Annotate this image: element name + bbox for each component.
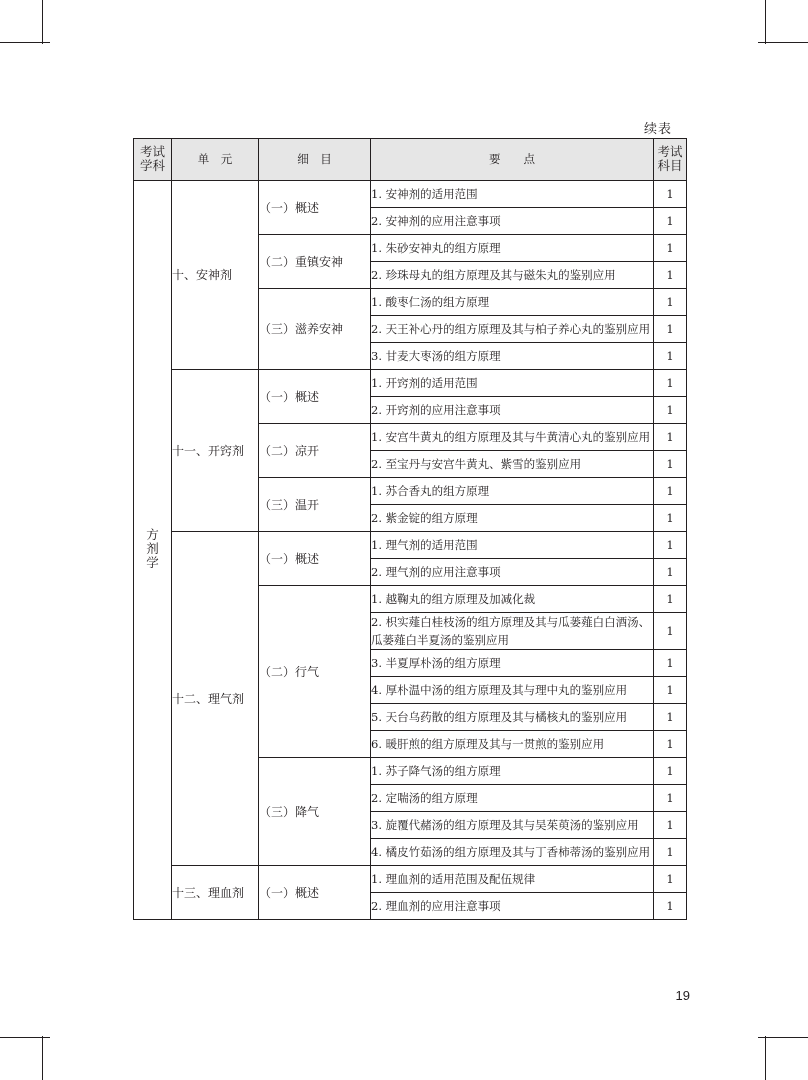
subject-code-cell: 1 (654, 235, 687, 262)
crop-mark-bl-h (0, 1037, 50, 1038)
subject-code-cell: 1 (654, 559, 687, 586)
subject-code-cell: 1 (654, 505, 687, 532)
subject-code-cell: 1 (654, 893, 687, 920)
subject-code-cell: 1 (654, 181, 687, 208)
subject-code-cell: 1 (654, 650, 687, 677)
point-cell: 3. 甘麦大枣汤的组方原理 (371, 343, 654, 370)
point-cell: 4. 厚朴温中汤的组方原理及其与理中丸的鉴别应用 (371, 677, 654, 704)
unit-cell: 十三、理血剂 (172, 866, 259, 920)
point-cell: 3. 旋覆代赭汤的组方原理及其与吴茱萸汤的鉴别应用 (371, 812, 654, 839)
detail-cell: （一）概述 (259, 532, 371, 586)
subject-code-cell: 1 (654, 677, 687, 704)
point-cell: 4. 橘皮竹茹汤的组方原理及其与丁香柿蒂汤的鉴别应用 (371, 839, 654, 866)
point-cell: 1. 越鞠丸的组方原理及加减化裁 (371, 586, 654, 613)
point-cell: 1. 安神剂的适用范围 (371, 181, 654, 208)
unit-cell: 十二、理气剂 (172, 532, 259, 866)
header-detail: 细 目 (259, 139, 371, 181)
point-cell: 1. 酸枣仁汤的组方原理 (371, 289, 654, 316)
point-cell: 2. 珍珠母丸的组方原理及其与磁朱丸的鉴别应用 (371, 262, 654, 289)
subject-cell: 方剂学 (134, 181, 172, 920)
subject-code-cell: 1 (654, 208, 687, 235)
table-row (134, 370, 687, 397)
subject-code-cell: 1 (654, 316, 687, 343)
point-cell: 6. 暖肝煎的组方原理及其与一贯煎的鉴别应用 (371, 731, 654, 758)
subject-code-cell: 1 (654, 289, 687, 316)
point-cell: 1. 苏合香丸的组方原理 (371, 478, 654, 505)
detail-cell: （三）温开 (259, 478, 371, 532)
detail-cell: （三）降气 (259, 758, 371, 866)
point-cell: 2. 安神剂的应用注意事项 (371, 208, 654, 235)
subject-code-cell: 1 (654, 731, 687, 758)
crop-mark-br-h (758, 1037, 808, 1038)
point-cell: 1. 苏子降气汤的组方原理 (371, 758, 654, 785)
point-cell: 5. 天台乌药散的组方原理及其与橘核丸的鉴别应用 (371, 704, 654, 731)
unit-cell: 十一、开窍剂 (172, 370, 259, 532)
point-cell: 1. 朱砂安神丸的组方原理 (371, 235, 654, 262)
subject-code-cell: 1 (654, 866, 687, 893)
header-subjects: 考试科目 (654, 139, 687, 181)
subject-code-cell: 1 (654, 262, 687, 289)
syllabus-table (133, 138, 687, 920)
subject-code-cell: 1 (654, 586, 687, 613)
point-cell: 2. 紫金锭的组方原理 (371, 505, 654, 532)
point-cell: 1. 安宫牛黄丸的组方原理及其与牛黄清心丸的鉴别应用 (371, 424, 654, 451)
header-unit: 单 元 (172, 139, 259, 181)
detail-cell: （二）凉开 (259, 424, 371, 478)
crop-mark-br-v (765, 1036, 766, 1080)
subject-code-cell: 1 (654, 785, 687, 812)
crop-mark-tr-v (765, 0, 766, 44)
continued-label: 续表 (643, 122, 672, 137)
table-row (134, 866, 687, 893)
point-cell: 1. 理气剂的适用范围 (371, 532, 654, 559)
detail-cell: （二）行气 (259, 586, 371, 758)
crop-mark-tr-h (758, 42, 808, 43)
subject-code-cell: 1 (654, 758, 687, 785)
point-cell: 2. 至宝丹与安宫牛黄丸、紫雪的鉴别应用 (371, 451, 654, 478)
subject-code-cell: 1 (654, 532, 687, 559)
point-cell: 1. 理血剂的适用范围及配伍规律 (371, 866, 654, 893)
subject-code-cell: 1 (654, 478, 687, 505)
point-cell: 2. 理血剂的应用注意事项 (371, 893, 654, 920)
subject-code-cell: 1 (654, 451, 687, 478)
point-cell: 2. 定喘汤的组方原理 (371, 785, 654, 812)
detail-cell: （一）概述 (259, 181, 371, 235)
table-row (134, 532, 687, 559)
detail-cell: （三）滋养安神 (259, 289, 371, 370)
point-cell: 2. 开窍剂的应用注意事项 (371, 397, 654, 424)
table-row (134, 181, 687, 208)
subject-code-cell: 1 (654, 370, 687, 397)
subject-code-cell: 1 (654, 343, 687, 370)
header-points: 要 点 (371, 139, 654, 181)
crop-mark-bl-v (42, 1036, 43, 1080)
subject-code-cell: 1 (654, 839, 687, 866)
detail-cell: （二）重镇安神 (259, 235, 371, 289)
point-cell: 2. 理气剂的应用注意事项 (371, 559, 654, 586)
detail-cell: （一）概述 (259, 866, 371, 920)
header-row (134, 139, 687, 181)
page-number: 19 (675, 988, 690, 1003)
unit-cell: 十、安神剂 (172, 181, 259, 370)
crop-mark-tl-h (0, 42, 50, 43)
point-cell: 3. 半夏厚朴汤的组方原理 (371, 650, 654, 677)
subject-code-cell: 1 (654, 704, 687, 731)
point-cell: 1. 开窍剂的适用范围 (371, 370, 654, 397)
subject-code-cell: 1 (654, 397, 687, 424)
subject-code-cell: 1 (654, 812, 687, 839)
crop-mark-tl-v (42, 0, 43, 44)
subject-code-cell: 1 (654, 613, 687, 650)
point-cell: 2. 枳实薤白桂枝汤的组方原理及其与瓜蒌薤白白酒汤、瓜蒌薤白半夏汤的鉴别应用 (371, 613, 654, 650)
header-subject: 考试学科 (134, 139, 172, 181)
detail-cell: （一）概述 (259, 370, 371, 424)
point-cell: 2. 天王补心丹的组方原理及其与柏子养心丸的鉴别应用 (371, 316, 654, 343)
subject-code-cell: 1 (654, 424, 687, 451)
